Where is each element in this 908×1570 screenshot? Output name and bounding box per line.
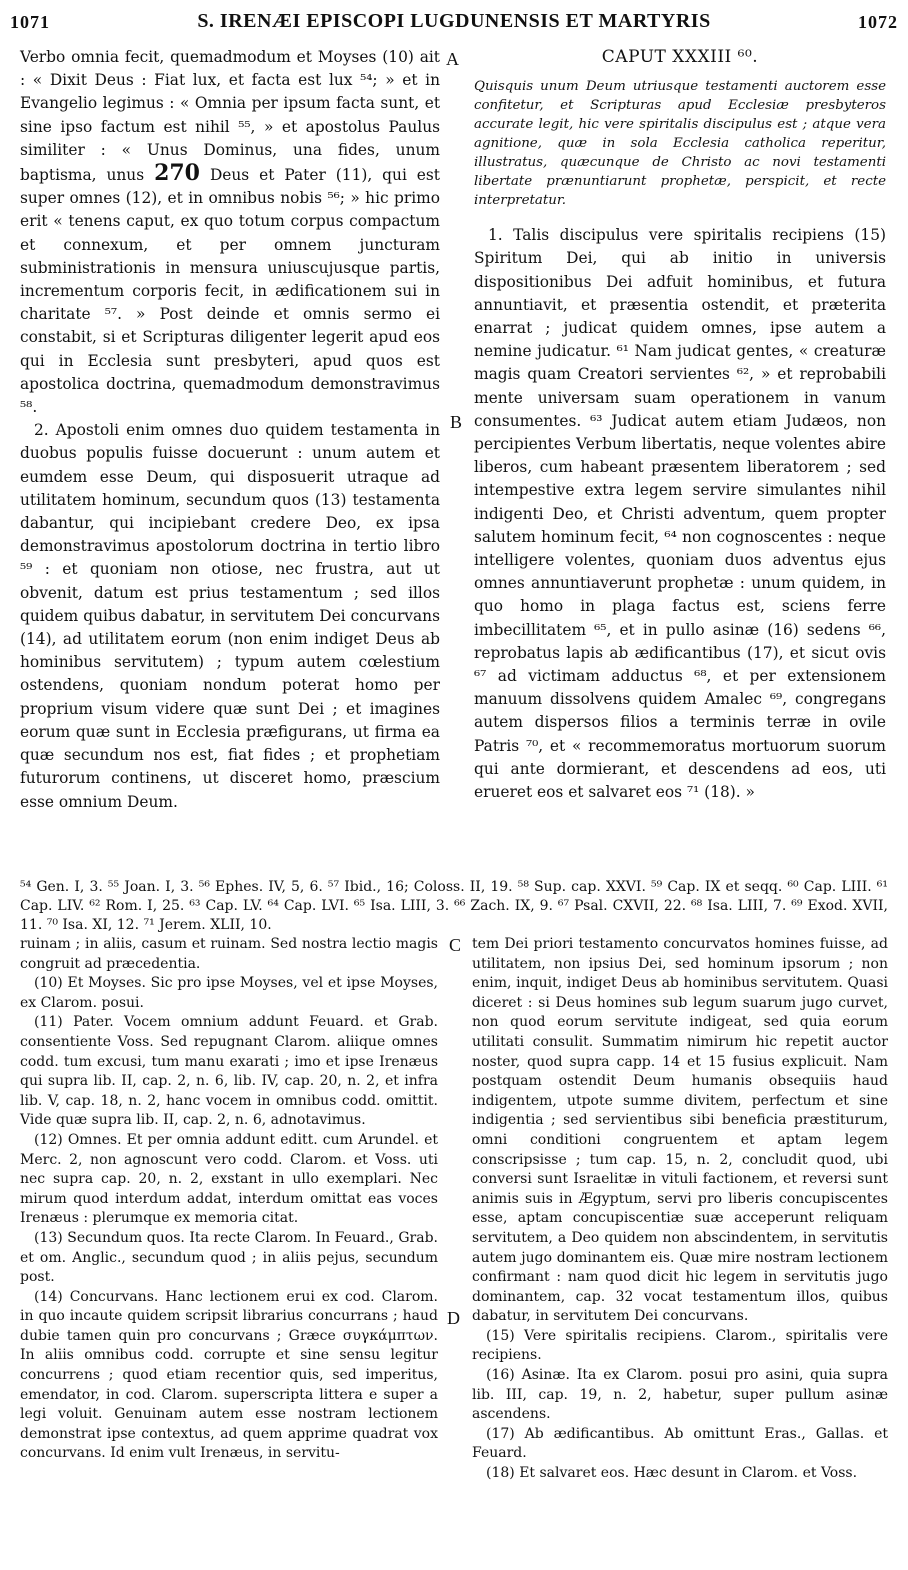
left-paragraph-1a: Verbo omnia fecit, quemadmodum et Moyses (10) ait : « Dixit Deus : Fiat lux, et facta est lux ⁵⁴; » et in Evangelio legimus : « Omnia per ipsum facta sunt, et sine ipso factum est nihil ⁵⁵, » et apostolus Paulus similiter : « Unus Dominus, una fides, unum baptisma, unus	[20, 48, 440, 185]
page-number-right: 1072	[858, 12, 898, 32]
page-number-left: 1071	[10, 12, 50, 32]
note-13: (13) Secundum quos. Ita recte Clarom. In Feuard., Grab. et om. Anglic., secundum quod ; in aliis pejus, secundum post.	[20, 1229, 438, 1286]
left-column	[20, 46, 440, 814]
note-14: (14) Concurvans. Hanc lectionem erui ex cod. Clarom. in quo incaute quidem scripsit librarius concurrans ; haud dubie tamen quin pro concurvans ; Græce συγκάμπτων. In aliis omnibus codd. corrupte et sine sensu legitur concurrens ; quod etiam recentior quis, sed imperitus, emendator, in cod. Clarom. superscripta littera e super a legi voluit. Genuinam autem esse nostram lectionem demonstrat ipse contextus, ad quem apprime quadrat vox concurvans. Id enim vult Irenæus, in servitu-	[20, 1288, 438, 1462]
note-continuation-left: ruinam ; in aliis, casum et ruinam. Sed nostra lectio magis congruit ad præcedentia.	[20, 936, 438, 972]
note-17: (17) Ab ædificantibus. Ab omittunt Eras., Gallas. et Feuard.	[472, 1425, 888, 1462]
notes-right-column	[472, 935, 888, 1484]
left-paragraph-1b: Deus et Pater (11), qui est super omnes (12), et in omnibus nobis ⁵⁶; » hic primo erit « tenens caput, ex quo totum corpus compactum et connexum, et per omnem juncturam subministrationis in mensura uniuscujusque partis, incrementum corporis fecit, in ædificationem sui in charitate ⁵⁷. » Post deinde et omnis sermo ei constabit, si et Scripturas diligenter legerit apud eos qui in Ecclesia sunt presbyteri, apud quos est apostolica doctrina, quemadmodum demonstravimus ⁵⁸.	[20, 166, 440, 417]
right-paragraph-1: 1. Talis discipulus vere spiritalis recipiens (15) Spiritum Dei, qui ab initio in universis dispositionibus Dei adfuit hominibus, et futura annuntiavit, et præsentia ostendit, et præterita enarrat ; judicat quidem omnes, ipse autem a nemine judicatur. ⁶¹ Nam judicat gentes, « creaturæ magis quam Creatori servientes ⁶², » et reprobabili mente universam suam operationem in vanum consumentes. ⁶³ Judicat autem etiam Judæos, non percipientes Verbum libertatis, neque volentes abire liberos, cum habeant præsentem liberatorem ; sed intempestive extra legem servire simulantes nihil indigenti Deo, et Christi adventum, quem propter salutem hominum fecit, ⁶⁴ non cognoscentes : neque intelligere volentes, quoniam duos adventus ejus omnes annuntiaverunt prophetæ : unum quidem, in quo homo in plaga factus est, sciens ferre imbecillitatem ⁶⁵, et in pullo asinæ (16) sedens ⁶⁶, reprobatus lapis ab ædificantibus (17), et sicut ovis ⁶⁷ ad victimam adductus ⁶⁸, et per extensionem manuum dissolvens quidem Amalec ⁶⁹, congregans autem dispersos filios a terminis terræ in ovile Patris ⁷⁰, et « recommemoratus mortuorum suorum qui ante dormierant, et descendens ad eos, uti erueret eos et salvaret eos ⁷¹ (18). »	[474, 226, 886, 802]
notes-left-column	[20, 935, 438, 1464]
right-column	[474, 46, 886, 804]
left-paragraph-2: 2. Apostoli enim omnes duo quidem testamenta in duobus populis fuisse docuerunt : unum autem et eumdem esse Deum, qui disposuerit utraque ad utilitatem hominum, secundum quos (13) testamenta dabantur, qui incipiebant credere Deo, ex ipsa demonstravimus apostolorum doctrina in tertio libro ⁵⁹ : et quoniam non otiose, nec frustra, aut ut obvenit, datum est prius testamentum ; sed illos quidem quibus dabatur, in servitutem Dei concurvans (14), ad utilitatem eorum (non enim indiget Deus ab hominibus servitutem) ; typum autem cœlestium ostendens, quoniam nondum poterat homo per proprium visum videre quæ sunt Dei ; et imagines eorum quæ sunt in Ecclesia præfigurans, ut firma ea quæ secundum nos est, fiat fides ; et prophetiam futurorum continens, ut disceret homo, præscium esse omnium Deum.	[20, 421, 440, 811]
margin-marker-a: A	[446, 49, 459, 69]
chapter-title: CAPUT XXXIII ⁶⁰.	[601, 47, 759, 67]
running-title: S. IRENÆI EPISCOPI LUGDUNENSIS ET MARTYRIS	[197, 10, 711, 32]
note-11: (11) Pater. Vocem omnium addunt Feuard. et Grab. consentiente Voss. Sed repugnant Clarom. aliique omnes codd. tum excusi, tum manu exarati ; imo et ipse Irenæus qui supra lib. II, cap. 2, n. 6, lib. IV, cap. 20, n. 2, et infra lib. V, cap. 18, n. 2, hanc vocem in omnibus codd. omittit. Vide quæ supra lib. II, cap. 2, n. 6, adnotavimus.	[20, 1014, 438, 1129]
chapter-summary: Quisquis unum Deum utriusque testamenti auctorem esse confitetur, et Scripturas apud Ecclesiæ presbyteros accurate legit, hic vere spiritalis discipulus est ; atque vera agnitione, quæ in sola Ecclesia catholica reperitur, illustratus, quæcunque de Christo ac novi testamenti libertate prænuntiarunt prophetæ, perspicit, et recte interpretatur.	[474, 79, 886, 209]
margin-marker-d: D	[447, 1308, 460, 1328]
running-header	[10, 8, 898, 36]
note-12: (12) Omnes. Et per omnia addunt editt. cum Arundel. et Merc. 2, non agnoscunt vero codd. Clarom. et Voss. uti nec supra cap. 20, n. 2, exstant in ullo exemplari. Nec mirum quod interdum addat, interdum omittat eas voces Irenæus : plerumque ex memoria citat.	[20, 1131, 438, 1227]
margin-marker-c: C	[449, 935, 462, 955]
note-16: (16) Asinæ. Ita ex Clarom. posui pro asini, quia supra lib. III, cap. 19, n. 2, habetur, super pullum asinæ ascendens.	[472, 1367, 888, 1423]
note-continuation-right: tem Dei priori testamento concurvatos homines fuisse, ad utilitatem, non ipsius Dei, sed hominum ipsorum ; non enim, inquit, indiget Deus ab hominibus servitutem. Quasi diceret : si Deus homines sub legum suarum jugo curvet, non quod eorum servitute indigeat, sed quia eorum utilitati consulit. Summatim nimirum hic repetit auctor noster, quod supra capp. 14 et 15 fusius explicuit. Nam postquam ostendit Deum humanis obsequiis haud indigentem, utpote summe divitem, perfectum et sine indigentia ; sed servientibus sibi beneficia præstiturum, omni conditioni congruentem et aptam legem conscripsisse ; tum cap. 15, n. 2, concludit quod, ubi conversi sunt Israelitæ in vituli factionem, et reversi sunt animis suis in Ægyptum, servi pro liberis concupiscentes esse, aptam concupiscentiæ suæ acceperunt reliquam servitutem, a Deo quidem non abscindentem, in servitutis autem jugo dominantem eis. Quæ mire nostram lectionem confirmant : nam quod dicit hic legem in servitutis jugo dominantem, cap. 32 vocat testamentum illos, quibus dabatur, in servitutem Dei concurvans.	[472, 936, 888, 1325]
left-paragraph-1	[20, 46, 440, 419]
scripture-references: ⁵⁴ Gen. I, 3. ⁵⁵ Joan. I, 3. ⁵⁶ Ephes. IV, 5, 6. ⁵⁷ Ibid., 16; Coloss. II, 19. ⁵⁸ Sup. cap. XXVI. ⁵⁹ Cap. IX et seqq. ⁶⁰ Cap. LIII. ⁶¹ Cap. LIV. ⁶² Rom. I, 25. ⁶³ Cap. LV. ⁶⁴ Cap. LVI. ⁶⁵ Isa. LIII, 3. ⁶⁶ Zach. IX, 9. ⁶⁷ Psal. CXVII, 22. ⁶⁸ Isa. LIII, 7. ⁶⁹ Exod. XVII, 11. ⁷⁰ Isa. XI, 12. ⁷¹ Jerem. XLII, 10.	[20, 879, 888, 933]
note-10: (10) Et Moyses. Sic pro ipse Moyses, vel et ipse Moyses, ex Clarom. posui.	[20, 975, 438, 1011]
margin-marker-b: B	[450, 412, 463, 432]
section-number-270: 270	[154, 160, 200, 187]
note-18: (18) Et salvaret eos. Hæc desunt in Clarom. et Voss.	[486, 1465, 858, 1482]
note-15: (15) Vere spiritalis recipiens. Clarom., spiritalis vere recipiens.	[472, 1327, 888, 1364]
